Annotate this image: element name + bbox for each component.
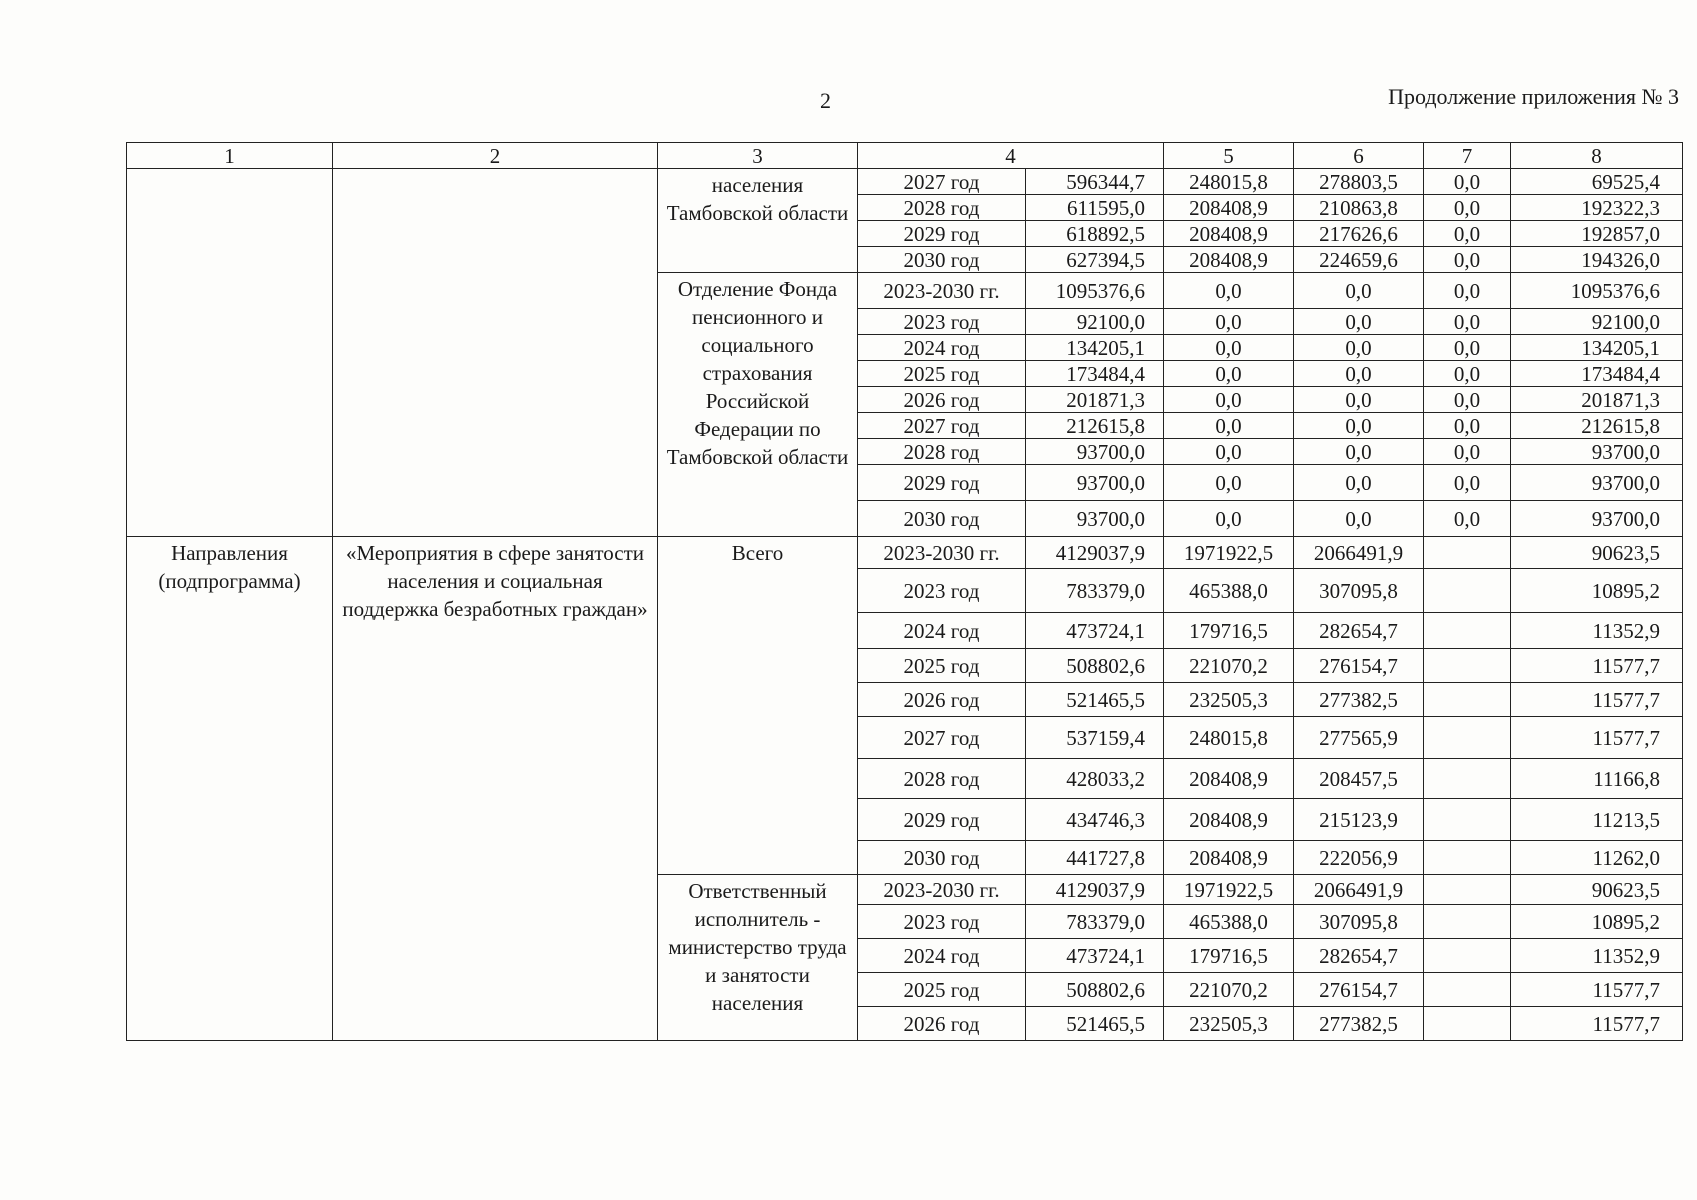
other-cell: 134205,1 (1511, 335, 1683, 361)
regional-cell: 2066491,9 (1294, 875, 1424, 905)
period-cell: 2024 год (858, 335, 1026, 361)
period-cell: 2030 год (858, 501, 1026, 537)
federal-cell: 208408,9 (1164, 221, 1294, 247)
program-name-cell (333, 169, 658, 537)
total-cell: 93700,0 (1026, 501, 1164, 537)
period-cell: 2026 год (858, 1007, 1026, 1041)
period-cell: 2023-2030 гг. (858, 273, 1026, 309)
executor-cell: населения Тамбовской области (658, 169, 858, 273)
period-cell: 2028 год (858, 195, 1026, 221)
local-cell: 0,0 (1424, 221, 1511, 247)
regional-cell: 217626,6 (1294, 221, 1424, 247)
other-cell: 11213,5 (1511, 799, 1683, 841)
other-cell: 212615,8 (1511, 413, 1683, 439)
column-header: 3 (658, 143, 858, 169)
period-cell: 2028 год (858, 439, 1026, 465)
total-cell: 212615,8 (1026, 413, 1164, 439)
total-cell: 627394,5 (1026, 247, 1164, 273)
period-cell: 2029 год (858, 221, 1026, 247)
federal-cell: 248015,8 (1164, 717, 1294, 759)
federal-cell: 248015,8 (1164, 169, 1294, 195)
total-cell: 596344,7 (1026, 169, 1164, 195)
other-cell: 11352,9 (1511, 939, 1683, 973)
regional-cell: 0,0 (1294, 387, 1424, 413)
total-cell: 428033,2 (1026, 759, 1164, 799)
local-cell: 0,0 (1424, 465, 1511, 501)
local-cell: 0,0 (1424, 273, 1511, 309)
regional-cell: 208457,5 (1294, 759, 1424, 799)
regional-cell: 282654,7 (1294, 613, 1424, 649)
local-cell (1424, 537, 1511, 569)
direction-cell: Направления (подпрограмма) (127, 537, 333, 1041)
total-cell: 618892,5 (1026, 221, 1164, 247)
local-cell: 0,0 (1424, 439, 1511, 465)
total-cell: 93700,0 (1026, 465, 1164, 501)
federal-cell: 0,0 (1164, 361, 1294, 387)
table-row (127, 169, 1683, 195)
other-cell: 93700,0 (1511, 501, 1683, 537)
regional-cell: 0,0 (1294, 439, 1424, 465)
total-cell: 783379,0 (1026, 569, 1164, 613)
period-cell: 2024 год (858, 939, 1026, 973)
federal-cell: 232505,3 (1164, 683, 1294, 717)
local-cell: 0,0 (1424, 247, 1511, 273)
total-cell: 611595,0 (1026, 195, 1164, 221)
total-cell: 473724,1 (1026, 939, 1164, 973)
total-cell: 92100,0 (1026, 309, 1164, 335)
budget-table (126, 142, 1683, 1041)
regional-cell: 277382,5 (1294, 1007, 1424, 1041)
regional-cell: 307095,8 (1294, 569, 1424, 613)
federal-cell: 0,0 (1164, 273, 1294, 309)
local-cell (1424, 717, 1511, 759)
table-row (127, 537, 1683, 569)
federal-cell: 208408,9 (1164, 759, 1294, 799)
other-cell: 69525,4 (1511, 169, 1683, 195)
federal-cell: 465388,0 (1164, 569, 1294, 613)
regional-cell: 2066491,9 (1294, 537, 1424, 569)
regional-cell: 215123,9 (1294, 799, 1424, 841)
period-cell: 2023-2030 гг. (858, 537, 1026, 569)
local-cell: 0,0 (1424, 387, 1511, 413)
local-cell: 0,0 (1424, 413, 1511, 439)
other-cell: 11577,7 (1511, 683, 1683, 717)
column-header: 2 (333, 143, 658, 169)
federal-cell: 0,0 (1164, 501, 1294, 537)
federal-cell: 465388,0 (1164, 905, 1294, 939)
local-cell (1424, 1007, 1511, 1041)
other-cell: 194326,0 (1511, 247, 1683, 273)
other-cell: 11577,7 (1511, 649, 1683, 683)
page-number: 2 (820, 88, 831, 113)
total-cell: 93700,0 (1026, 439, 1164, 465)
period-cell: 2028 год (858, 759, 1026, 799)
total-cell: 473724,1 (1026, 613, 1164, 649)
federal-cell: 208408,9 (1164, 841, 1294, 875)
period-cell: 2027 год (858, 413, 1026, 439)
local-cell (1424, 613, 1511, 649)
header-row (127, 143, 1683, 169)
column-header: 7 (1424, 143, 1511, 169)
period-cell: 2023 год (858, 905, 1026, 939)
column-header: 4 (858, 143, 1164, 169)
period-cell: 2025 год (858, 361, 1026, 387)
local-cell (1424, 683, 1511, 717)
other-cell: 92100,0 (1511, 309, 1683, 335)
column-header: 5 (1164, 143, 1294, 169)
federal-cell: 0,0 (1164, 309, 1294, 335)
regional-cell: 0,0 (1294, 465, 1424, 501)
total-cell: 201871,3 (1026, 387, 1164, 413)
other-cell: 11352,9 (1511, 613, 1683, 649)
period-cell: 2027 год (858, 169, 1026, 195)
federal-cell: 0,0 (1164, 335, 1294, 361)
program-name-cell: «Мероприятия в сфере занятости населения и социальная поддержка безработных граждан» (333, 537, 658, 1041)
other-cell: 11577,7 (1511, 1007, 1683, 1041)
federal-cell: 0,0 (1164, 439, 1294, 465)
total-cell: 4129037,9 (1026, 537, 1164, 569)
period-cell: 2023 год (858, 569, 1026, 613)
period-cell: 2025 год (858, 649, 1026, 683)
period-cell: 2026 год (858, 387, 1026, 413)
local-cell (1424, 841, 1511, 875)
local-cell (1424, 799, 1511, 841)
total-cell: 134205,1 (1026, 335, 1164, 361)
regional-cell: 282654,7 (1294, 939, 1424, 973)
local-cell: 0,0 (1424, 195, 1511, 221)
federal-cell: 179716,5 (1164, 939, 1294, 973)
total-cell: 508802,6 (1026, 973, 1164, 1007)
period-cell: 2030 год (858, 841, 1026, 875)
period-cell: 2023 год (858, 309, 1026, 335)
local-cell (1424, 759, 1511, 799)
other-cell: 192857,0 (1511, 221, 1683, 247)
local-cell (1424, 875, 1511, 905)
period-cell: 2027 год (858, 717, 1026, 759)
other-cell: 1095376,6 (1511, 273, 1683, 309)
continuation-label: Продолжение приложения № 3 (1388, 84, 1679, 109)
period-cell: 2024 год (858, 613, 1026, 649)
federal-cell: 179716,5 (1164, 613, 1294, 649)
federal-cell: 221070,2 (1164, 649, 1294, 683)
regional-cell: 0,0 (1294, 273, 1424, 309)
total-cell: 1095376,6 (1026, 273, 1164, 309)
executor-cell: Отделение Фонда пенсионного и социального страхования Российской Федерации по Тамбовской области (658, 273, 858, 537)
local-cell (1424, 569, 1511, 613)
federal-cell: 232505,3 (1164, 1007, 1294, 1041)
total-cell: 783379,0 (1026, 905, 1164, 939)
federal-cell: 208408,9 (1164, 247, 1294, 273)
local-cell: 0,0 (1424, 361, 1511, 387)
local-cell: 0,0 (1424, 335, 1511, 361)
other-cell: 201871,3 (1511, 387, 1683, 413)
other-cell: 11262,0 (1511, 841, 1683, 875)
regional-cell: 277382,5 (1294, 683, 1424, 717)
other-cell: 11166,8 (1511, 759, 1683, 799)
local-cell: 0,0 (1424, 501, 1511, 537)
local-cell: 0,0 (1424, 169, 1511, 195)
period-cell: 2029 год (858, 799, 1026, 841)
local-cell: 0,0 (1424, 309, 1511, 335)
federal-cell: 1971922,5 (1164, 875, 1294, 905)
other-cell: 10895,2 (1511, 569, 1683, 613)
federal-cell: 0,0 (1164, 465, 1294, 501)
federal-cell: 0,0 (1164, 387, 1294, 413)
federal-cell: 208408,9 (1164, 195, 1294, 221)
federal-cell: 221070,2 (1164, 973, 1294, 1007)
period-cell: 2023-2030 гг. (858, 875, 1026, 905)
local-cell (1424, 649, 1511, 683)
period-cell: 2026 год (858, 683, 1026, 717)
regional-cell: 0,0 (1294, 413, 1424, 439)
federal-cell: 208408,9 (1164, 799, 1294, 841)
column-header: 1 (127, 143, 333, 169)
period-cell: 2030 год (858, 247, 1026, 273)
regional-cell: 210863,8 (1294, 195, 1424, 221)
regional-cell: 307095,8 (1294, 905, 1424, 939)
other-cell: 90623,5 (1511, 537, 1683, 569)
other-cell: 93700,0 (1511, 465, 1683, 501)
period-cell: 2029 год (858, 465, 1026, 501)
regional-cell: 276154,7 (1294, 649, 1424, 683)
other-cell: 11577,7 (1511, 717, 1683, 759)
local-cell (1424, 905, 1511, 939)
total-cell: 441727,8 (1026, 841, 1164, 875)
federal-cell: 1971922,5 (1164, 537, 1294, 569)
other-cell: 10895,2 (1511, 905, 1683, 939)
column-header: 8 (1511, 143, 1683, 169)
regional-cell: 222056,9 (1294, 841, 1424, 875)
total-cell: 537159,4 (1026, 717, 1164, 759)
federal-cell: 0,0 (1164, 413, 1294, 439)
other-cell: 173484,4 (1511, 361, 1683, 387)
total-cell: 4129037,9 (1026, 875, 1164, 905)
regional-cell: 224659,6 (1294, 247, 1424, 273)
local-cell (1424, 939, 1511, 973)
executor-cell: Ответственный исполнитель - министерство труда и занятости населения (658, 875, 858, 1041)
total-cell: 173484,4 (1026, 361, 1164, 387)
executor-cell: Всего (658, 537, 858, 875)
total-cell: 521465,5 (1026, 1007, 1164, 1041)
other-cell: 93700,0 (1511, 439, 1683, 465)
regional-cell: 0,0 (1294, 309, 1424, 335)
column-header: 6 (1294, 143, 1424, 169)
total-cell: 508802,6 (1026, 649, 1164, 683)
regional-cell: 0,0 (1294, 361, 1424, 387)
regional-cell: 276154,7 (1294, 973, 1424, 1007)
other-cell: 192322,3 (1511, 195, 1683, 221)
total-cell: 434746,3 (1026, 799, 1164, 841)
other-cell: 90623,5 (1511, 875, 1683, 905)
direction-cell (127, 169, 333, 537)
regional-cell: 0,0 (1294, 335, 1424, 361)
period-cell: 2025 год (858, 973, 1026, 1007)
regional-cell: 0,0 (1294, 501, 1424, 537)
other-cell: 11577,7 (1511, 973, 1683, 1007)
regional-cell: 277565,9 (1294, 717, 1424, 759)
regional-cell: 278803,5 (1294, 169, 1424, 195)
local-cell (1424, 973, 1511, 1007)
total-cell: 521465,5 (1026, 683, 1164, 717)
